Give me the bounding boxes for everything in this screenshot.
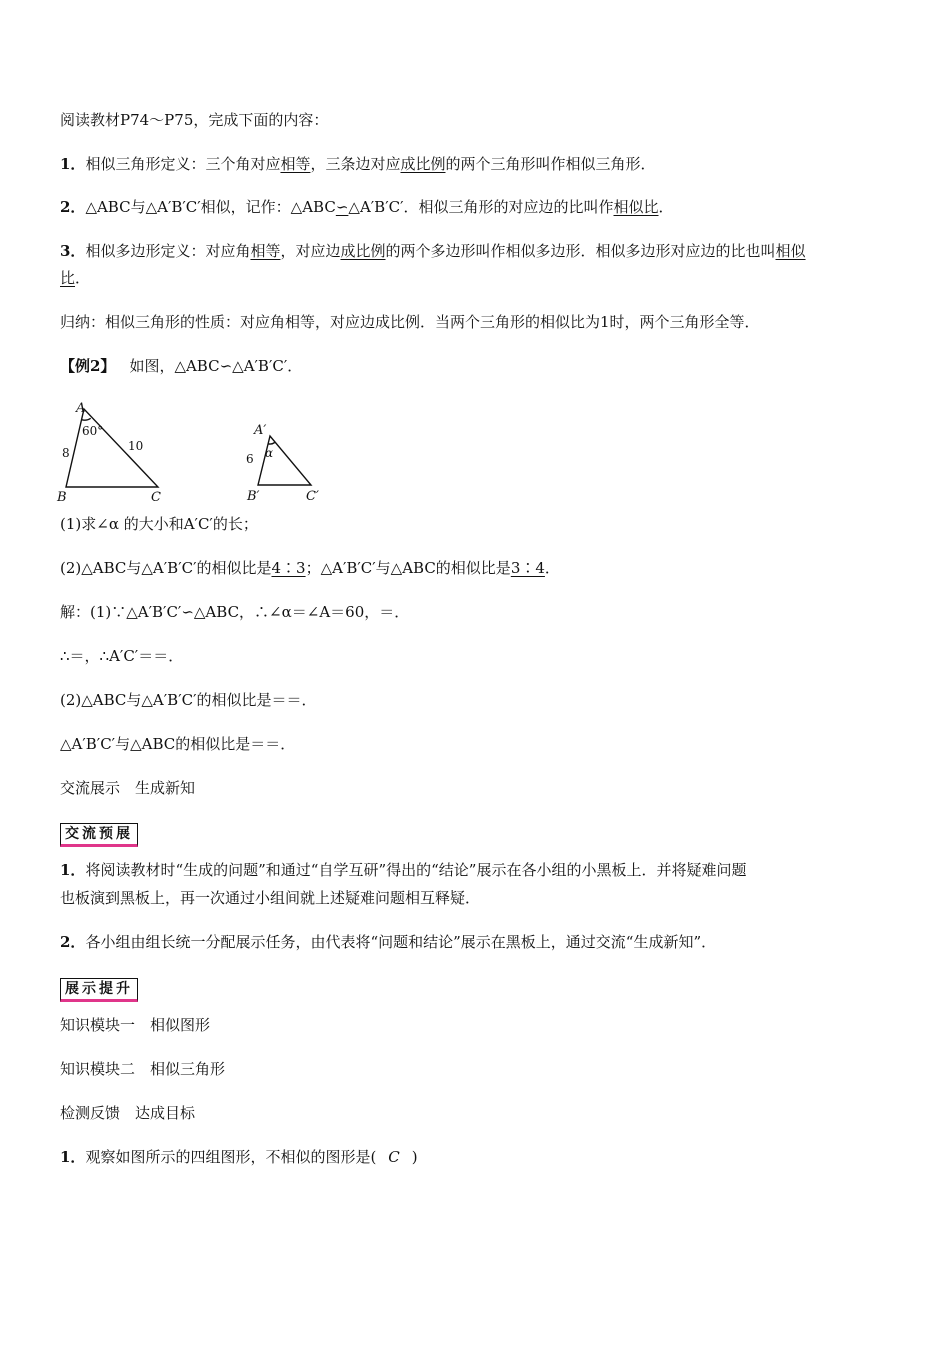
- item-text: 相似三角形定义：三个角对应: [85, 155, 281, 173]
- item-text: 各小组由组长统一分配展示任务，由代表将“问题和结论”展示在黑板上，通过交流“生成新知”．: [85, 933, 717, 951]
- item-text: △ABC与△A′B′C′相似，记作：△ABC: [85, 198, 336, 216]
- side-label-ac: 10: [128, 439, 144, 453]
- angle-label-60: 60°: [82, 424, 104, 438]
- item-text: ，对应边: [280, 242, 341, 260]
- solution-line-4: △A′B′C′与△ABC的相似比是＝＝．: [60, 735, 296, 753]
- solution-line-1: 解：(1)∵△A′B′C′∽△ABC，∴∠α＝∠A＝60，＝．: [60, 603, 410, 621]
- question-text: ．: [544, 559, 560, 577]
- exchange-item-1: [60, 859, 746, 881]
- summary-text: 归纳：相似三角形的性质：对应角相等，对应边成比例．当两个三角形的相似比为1时，两个三角形全等．: [60, 313, 760, 331]
- example-text: 如图，△ABC∽△A′B′C′．: [129, 357, 303, 375]
- exchange-item-2: [60, 931, 716, 953]
- blank-answer: ∽: [335, 198, 349, 216]
- angle-label-alpha: α: [265, 446, 274, 460]
- item-text: ．: [658, 198, 674, 216]
- blank-answer: 成比例: [400, 155, 446, 173]
- module-heading-2: 知识模块二 相似三角形: [60, 1060, 226, 1078]
- side-label-a-prime-b-prime: 6: [246, 452, 254, 466]
- item-3-continued: [60, 267, 90, 289]
- item-number: 1．: [60, 861, 86, 879]
- question-text: ；△A′B′C′与△ABC的相似比是: [305, 559, 511, 577]
- angle-arc-a-prime: [268, 443, 275, 445]
- example-heading: [60, 355, 302, 377]
- vertex-label-b: B: [57, 490, 67, 505]
- blank-answer: 相似比: [613, 198, 659, 216]
- item-1: [60, 153, 656, 175]
- test-question-1: [60, 1146, 418, 1168]
- blank-answer: 相似: [775, 242, 806, 260]
- item-number: 2．: [60, 933, 86, 951]
- intro-text: 阅读教材P74～P75，完成下面的内容：: [60, 111, 329, 129]
- item-text: 的两个多边形叫作相似多边形．相似多边形对应边的比也叫: [385, 242, 776, 260]
- answer-choice: C: [388, 1148, 400, 1166]
- item-text: 的两个三角形叫作相似三角形．: [445, 155, 656, 173]
- example-tag: 【例2】: [60, 357, 116, 375]
- blank-answer: 3∶4: [510, 559, 545, 577]
- section-heading: 交流展示 生成新知: [60, 779, 196, 797]
- angle-arc-a: [82, 418, 91, 420]
- blank-answer: 比: [60, 269, 76, 287]
- blank-answer: 相等: [250, 242, 281, 260]
- vertex-label-c: C: [151, 490, 161, 505]
- triangle-figure: [55, 398, 345, 506]
- vertex-label-a-prime: A′: [254, 423, 267, 438]
- item-text: ．: [75, 269, 91, 287]
- section-badge-display: 展示提升: [60, 978, 138, 1002]
- question-text: (2)△ABC与△A′B′C′的相似比是: [60, 559, 272, 577]
- item-text: 相似多边形定义：对应角: [85, 242, 251, 260]
- item-number: 2．: [60, 198, 86, 216]
- vertex-label-b-prime: B′: [247, 489, 260, 504]
- section-heading: 检测反馈 达成目标: [60, 1104, 196, 1122]
- question-text: ): [411, 1148, 418, 1166]
- solution-line-3: (2)△ABC与△A′B′C′的相似比是＝＝．: [60, 691, 317, 709]
- item-text: △A′B′C′．相似三角形的对应边的比叫作: [348, 198, 614, 216]
- item-text: 将阅读教材时“生成的问题”和通过“自学互研”得出的“结论”展示在各小组的小黑板上．并将疑难问题: [85, 861, 747, 879]
- side-label-ab: 8: [62, 446, 70, 460]
- question-text: 观察如图所示的四组图形，不相似的图形是(: [85, 1148, 377, 1166]
- solution-line-2: ∴＝，∴A′C′＝＝．: [60, 647, 184, 665]
- item-text: ，三条边对应: [310, 155, 401, 173]
- section-badge-exchange: 交流预展: [60, 823, 138, 847]
- triangle-abc: [66, 409, 158, 487]
- vertex-label-c-prime: C′: [306, 489, 319, 504]
- question-2: [60, 557, 560, 579]
- triangle-a-prime: [258, 436, 311, 485]
- item-number: 1．: [60, 1148, 86, 1166]
- blank-answer: 4∶3: [271, 559, 306, 577]
- item-2: [60, 196, 674, 218]
- blank-answer: 相等: [280, 155, 311, 173]
- module-heading-1: 知识模块一 相似图形: [60, 1016, 211, 1034]
- question-1: (1)求∠α 的大小和A′C′的长；: [60, 515, 258, 533]
- item-3: [60, 240, 806, 262]
- item-number: 3．: [60, 242, 86, 260]
- blank-answer: 成比例: [340, 242, 386, 260]
- item-number: 1．: [60, 155, 86, 173]
- vertex-label-a: A: [76, 401, 86, 416]
- exchange-item-1-continued: 也板演到黑板上，再一次通过小组间就上述疑难问题相互释疑．: [60, 889, 481, 907]
